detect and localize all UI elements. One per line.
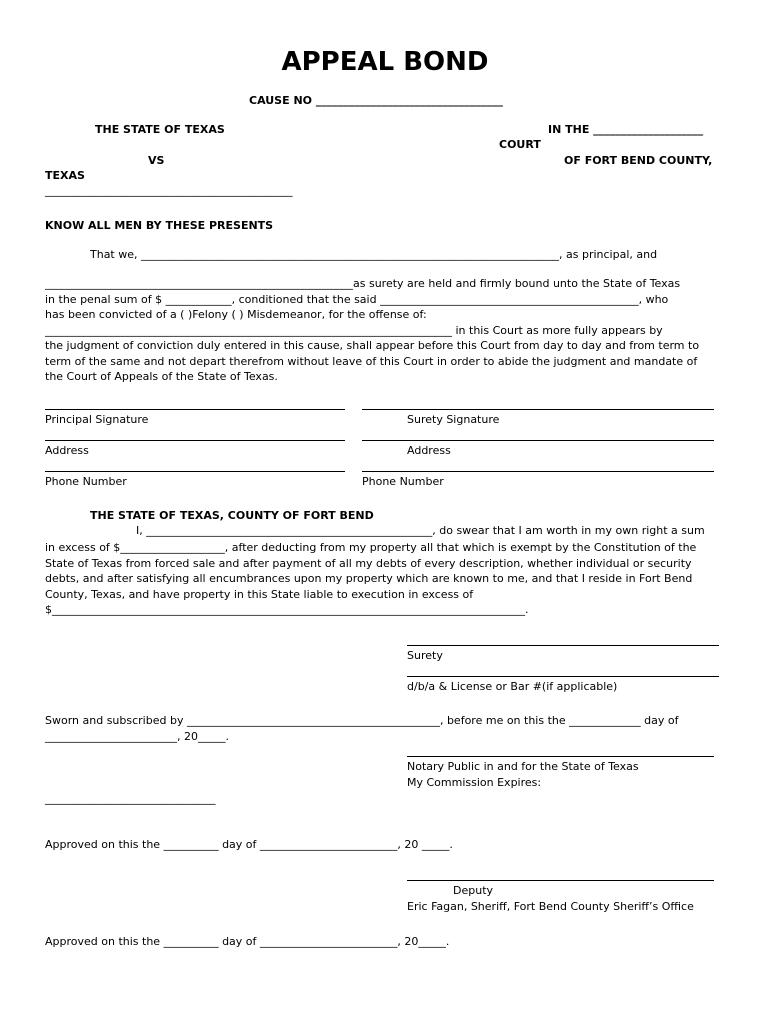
surety-phone-line (362, 471, 714, 472)
bond-line: the judgment of conviction duly entered in this cause, shall appear before this Court from day to day and from term to (45, 339, 700, 352)
principal-signature-line (45, 409, 345, 410)
surety-label: Surety (407, 649, 443, 662)
approved-line-1: Approved on this the __________ day of _________________________, 20 _____. (45, 838, 453, 851)
principal-phone-line (45, 471, 345, 472)
bond-line: term of the same and not depart therefrom without leave of this Court in order to abide the judgment and mandate of (45, 354, 698, 368)
caption-court: COURT (499, 138, 541, 151)
deputy-label: Deputy (453, 884, 494, 897)
principal-signature-label: Principal Signature (45, 413, 149, 426)
surety-address-line (362, 440, 714, 441)
surety-phone-label: Phone Number (362, 475, 444, 488)
affidavit-line: $______________________________________________________________________________________. (45, 603, 529, 616)
affidavit-line-first: I, ____________________________________________________, do swear that I am worth in my own right a sum (136, 524, 705, 537)
surety-sign-line (407, 645, 719, 646)
affidavit-line: State of Texas from forced sale and after payment of all my debts of every description, whether individual or security (45, 556, 692, 570)
bond-line: in the penal sum of $ ____________, conditioned that the said _______________________________________________, who (45, 292, 669, 306)
surety-signature-line (362, 409, 714, 410)
dba-license-label: d/b/a & License or Bar #(if applicable) (407, 680, 618, 693)
document-title: APPEAL BOND (281, 47, 489, 77)
caption-fort-bend-county: OF FORT BEND COUNTY, (564, 154, 713, 167)
principal-address-label: Address (45, 444, 89, 457)
notary-sign-line (407, 756, 714, 757)
dba-license-line (407, 676, 719, 677)
sheriff-office-label: Eric Fagan, Sheriff, Fort Bend County Sheriff’s Office (407, 900, 694, 913)
bond-paragraph (45, 276, 729, 385)
know-all-heading: KNOW ALL MEN BY THESE PRESENTS (45, 219, 274, 232)
cause-number-field: CAUSE NO __________________________________ (249, 94, 503, 107)
approved-line-2: Approved on this the __________ day of _________________________, 20_____. (45, 935, 450, 948)
caption-in-the-court: IN THE ____________________ (548, 123, 704, 136)
affidavit-paragraph (45, 540, 729, 618)
caption-texas: TEXAS (45, 169, 85, 182)
bond-line: has been convicted of a ( )Felony ( ) Misdemeanor, for the offense of: (45, 308, 427, 321)
bond-line-principal: That we, ____________________________________________________________________________, as principal, and (90, 248, 658, 261)
notary-public-label: Notary Public in and for the State of Texas (407, 760, 639, 773)
commission-expires-blank: _______________________________ (45, 792, 216, 805)
affidavit-line: debts, and after satisfying all encumbrances upon my property which are known to me, and that I reside in Fort Bend (45, 572, 693, 585)
sworn-line-2: ________________________, 20_____. (45, 730, 229, 743)
bond-line: the Court of Appeals of the State of Texas. (45, 370, 278, 383)
surety-address-label: Address (407, 444, 451, 457)
deputy-sign-line (407, 880, 714, 881)
sworn-line-1: Sworn and subscribed by ______________________________________________, before me on this the _____________ day of (45, 714, 679, 727)
bond-line: __________________________________________________________________________ in this Court as more fully appears by (45, 323, 663, 337)
caption-state-of-texas: THE STATE OF TEXAS (95, 123, 225, 136)
caption-vs: VS (148, 154, 165, 167)
defendant-name-line: _____________________________________________ (45, 184, 293, 197)
affidavit-line: in excess of $___________________, after deducting from my property all that which is exempt by the Constitution of the (45, 541, 697, 554)
affidavit-line: County, Texas, and have property in this State liable to execution in excess of (45, 587, 474, 601)
bond-line: ________________________________________________________as surety are held and firmly bound unto the State of Texas (45, 277, 681, 290)
commission-expires-label: My Commission Expires: (407, 776, 542, 789)
principal-phone-label: Phone Number (45, 475, 127, 488)
surety-signature-label: Surety Signature (407, 413, 500, 426)
affidavit-heading: THE STATE OF TEXAS, COUNTY OF FORT BEND (90, 509, 374, 522)
principal-address-line (45, 440, 345, 441)
